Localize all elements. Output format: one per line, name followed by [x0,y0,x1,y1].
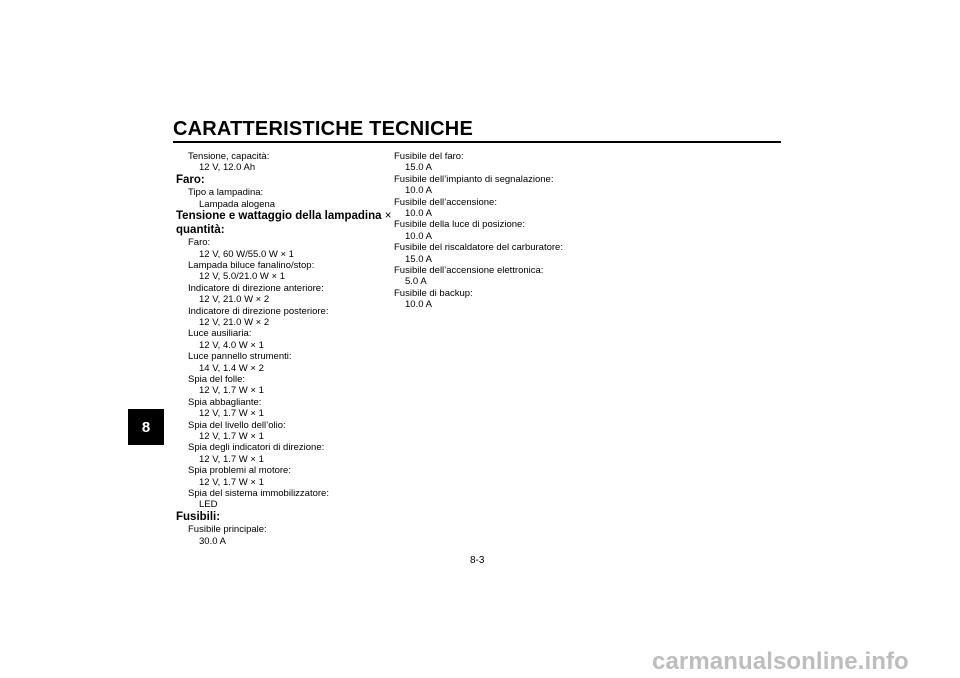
spec-label: Spia del sistema immobilizzatore: [188,488,329,500]
spec-value: 15.0 A [405,162,432,174]
spec-label: Fusibile dell’accensione elettronica: [394,265,544,277]
section-heading [176,210,392,224]
page-number: 8-3 [470,555,485,566]
spec-label: Spia degli indicatori di direzione: [188,442,325,454]
spec-label: Fusibile dell’accensione: [394,196,497,208]
spec-value: 12 V, 4.0 W × 1 [199,339,264,351]
spec-label: Fusibile di backup: [394,287,473,299]
chapter-tab: 8 [128,409,164,445]
spec-value: Lampada alogena [199,198,276,210]
spec-value: 12 V, 12.0 Ah [199,162,256,174]
spec-value: 10.0 A [405,185,432,197]
spec-label: Indicatore di direzione posteriore: [188,305,329,317]
spec-value: 12 V, 1.7 W × 1 [199,453,264,465]
spec-label: Faro: [188,237,211,249]
watermark-text: carmanualsonline.info [652,648,909,675]
spec-value: 12 V, 5.0/21.0 W × 1 [199,271,286,283]
spec-value: 10.0 A [405,230,432,242]
spec-label: Fusibile del riscaldatore del carburatore: [394,242,563,254]
spec-value: 10.0 A [405,299,432,311]
section-heading-text: quantità: [176,223,225,236]
spec-value: 12 V, 1.7 W × 1 [199,408,264,420]
spec-label: Spia abbagliante: [188,396,262,408]
spec-label: Tipo a lampadina: [188,187,264,199]
spec-value: 15.0 A [405,253,432,265]
section-heading-suffix: × [381,210,392,223]
spec-value: 14 V, 1.4 W × 2 [199,362,264,374]
spec-value: 10.0 A [405,208,432,220]
spec-label: Lampada biluce fanalino/stop: [188,259,315,271]
section-heading-text: Faro: [176,173,205,186]
spec-label: Fusibile della luce di posizione: [394,219,525,231]
spec-value: 12 V, 60 W/55.0 W × 1 [199,248,294,260]
section-heading [176,174,381,188]
spec-value: 5.0 A [405,276,427,288]
spec-value: 12 V, 21.0 W × 2 [199,294,270,306]
section-heading-text: Tensione e wattaggio della lampadina [176,210,382,223]
title-underline [173,141,781,143]
spec-label: Spia problemi al motore: [188,465,291,477]
spec-label: Indicatore di direzione anteriore: [188,282,324,294]
spec-column-left [176,151,392,547]
spec-value: 12 V, 1.7 W × 1 [199,476,264,488]
spec-label: Fusibile del faro: [394,151,464,162]
spec-label: Fusibile dell’impianto di segnalazione: [394,173,554,185]
spec-label: Fusibile principale: [188,524,267,536]
section-heading [176,511,381,525]
section-heading-text: Fusibili: [176,510,221,523]
spec-label: Spia del folle: [188,374,246,385]
spec-label: Luce pannello strumenti: [188,351,292,363]
page-title: CARATTERISTICHE TECNICHE [173,118,473,140]
spec-label: Luce ausiliaria: [188,328,252,340]
spec-column-right [394,151,624,311]
spec-label: Spia del livello dell’olio: [188,419,286,431]
spec-value: 30.0 A [199,535,226,547]
section-heading [176,224,381,238]
spec-value: LED [199,499,218,511]
spec-value: 12 V, 1.7 W × 1 [199,385,264,397]
spec-value: 12 V, 21.0 W × 2 [199,316,270,328]
spec-value: 12 V, 1.7 W × 1 [199,431,264,443]
spec-label: Tensione, capacità: [188,151,270,162]
